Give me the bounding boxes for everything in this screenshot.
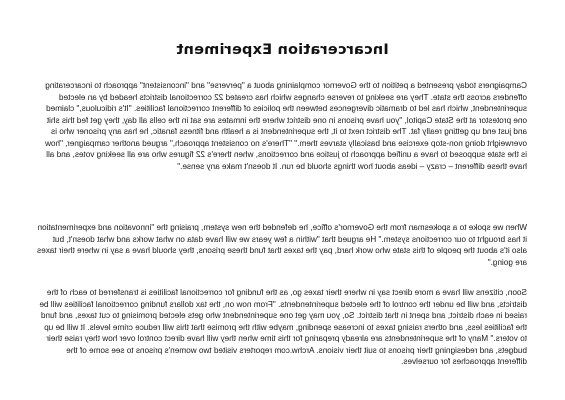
article-title: Incarceration Experiment — [176, 42, 389, 58]
article-paragraph-3: Soon, citizens will have a more direct say in where their taxes go, as the funding for correctional facilities is transferred to each of the districts, and will be under the control of the elected superintendents. "From now on, the tax dollars funding correctional facilities will be raised in each district, and spent in that district. So, you may get one superintendent who gets elected promising to cut taxes, and fund the facilities less, and others raising taxes to increase spending, maybe with the promise that this will reduce crime levels. It will be up to voters." Many of the superintendents are already preparing for this time when they will have direct control over how they raise their budgets, and redesigning their prisons to suit their visions. Archw.com reporters visited two women's prisons to see some of the different approaches for ourselves. — [39, 288, 527, 366]
article-paragraph-2: When we spoke to a spokesman from the Governor's office, he defended the new system, praising the "innovation and experimentation it has brought to our corrections system." He argued that "within a few years we will have data on what works and what doesn't, but also it's about the people of this state who work hard, pay the taxes that fund these prisons, they should have a say in where their taxes are going." — [37, 223, 527, 267]
article-paragraph-1: Campaigners today presented a petition to the Governor complaining about a "perverse" and "inconsistent" approach to incarcerating offenders across the state. They are seeking to reverse changes which has created 22 correctional districts headed by an elected superintendent, which has led to dramatic divergences between the policies of different correctional facilities. "It's ridiculous," claimed one protestor at the State Capitol, "you have prisons in one district where the inmates are sat in the cells all day, they get fed this shit and just end up getting really fat. The district next to it, the superintendent is a health and fitness fanatic, he has any prisoner who is overweight doing non-stop exercise and basically starves them." "There's no consistent approach," argued another campaigner, "how is the state supposed to have a unified approach to justice and corrections, when there's 22 figures who are all seeking votes, and all have these different – crazy – ideas about how things should be run. It doesn't make any sense." — [45, 81, 527, 171]
